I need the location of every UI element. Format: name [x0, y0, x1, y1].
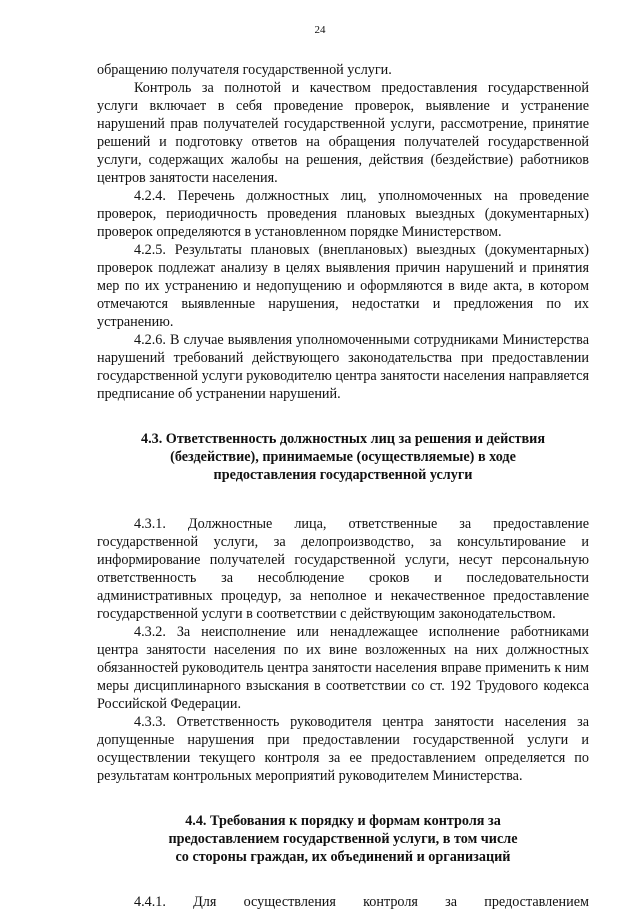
heading-4-3-line-2: (бездействие), принимаемые (осуществляемые) в ходе	[170, 449, 516, 465]
paragraph-4-4-1: 4.4.1. Для осуществления контроля за предоставлением	[134, 894, 589, 910]
section-heading-4-3	[97, 430, 589, 484]
paragraph-4-3-1: 4.3.1. Должностные лица, ответственные за предоставление государственной услуги, за делопроизводство, за консультирование и информирование получателей государственной услуги, несут персональную ответственность за несоблюдение сроков и последовательности административных процедур, за неполное и некачественное предоставление государственной услуги в соответствии с действующим законодательством.	[97, 516, 589, 622]
paragraph-4-2-5: 4.2.5. Результаты плановых (внеплановых) выездных (документарных) проверок подлежат анализу в целях выявления причин нарушений и принятия мер по их устранению и недопущению и оформляются в виде акта, в котором отмечаются выявленные нарушения, недостатки и предложения по их устранению.	[97, 242, 589, 330]
page-number: 24	[314, 24, 326, 36]
paragraph-4-3-3: 4.3.3. Ответственность руководителя центра занятости населения за допущенные нарушения при предоставлении государственной услуги и осуществлении текущего контроля за ее предоставлением определяется по результатам контрольных мероприятий руководителем Министерства.	[97, 714, 589, 784]
heading-4-4-line-3: со стороны граждан, их объединений и организаций	[175, 849, 511, 865]
paragraph-4-3-2: 4.3.2. За неисполнение или ненадлежащее исполнение работниками центра занятости населения по их вине возложенных на них должностных обязанностей руководитель центра занятости населения вправе применить к ним меры дисциплинарного взыскания в соответствии со ст. 192 Трудового кодекса Российской Федерации.	[97, 624, 589, 712]
paragraph-continuation: обращению получателя государственной услуги.	[97, 62, 392, 78]
section-heading-4-4	[97, 812, 589, 866]
paragraph-4-2-6: 4.2.6. В случае выявления уполномоченными сотрудниками Министерства нарушений требований действующего законодательства при предоставлении государственной услуги руководителю центра занятости населения направляется предписание об устранении нарушений.	[97, 332, 589, 402]
paragraph-control-scope: Контроль за полнотой и качеством предоставления государственной услуги включает в себя проведение проверок, выявление и устранение нарушений прав получателей государственной услуги, рассмотрение, принятие решений и подготовку ответов на обращения получателей государственной услуги, содержащих жалобы на решения, действия (бездействие) работников центров занятости населения.	[97, 80, 589, 186]
heading-4-3-line-1: 4.3. Ответственность должностных лиц за решения и действия	[140, 431, 546, 447]
document-body	[97, 61, 589, 911]
paragraph-4-2-4: 4.2.4. Перечень должностных лиц, уполномоченных на проведение проверок, периодичность проведения плановых выездных (документарных) проверок определяются в установленном порядке Министерством.	[97, 188, 589, 240]
heading-4-4-line-2: предоставлением государственной услуги, в том числе	[168, 831, 518, 847]
heading-4-4-line-1: 4.4. Требования к порядку и формам контроля за	[185, 813, 501, 829]
heading-4-3-line-3: предоставления государственной услуги	[213, 467, 473, 483]
